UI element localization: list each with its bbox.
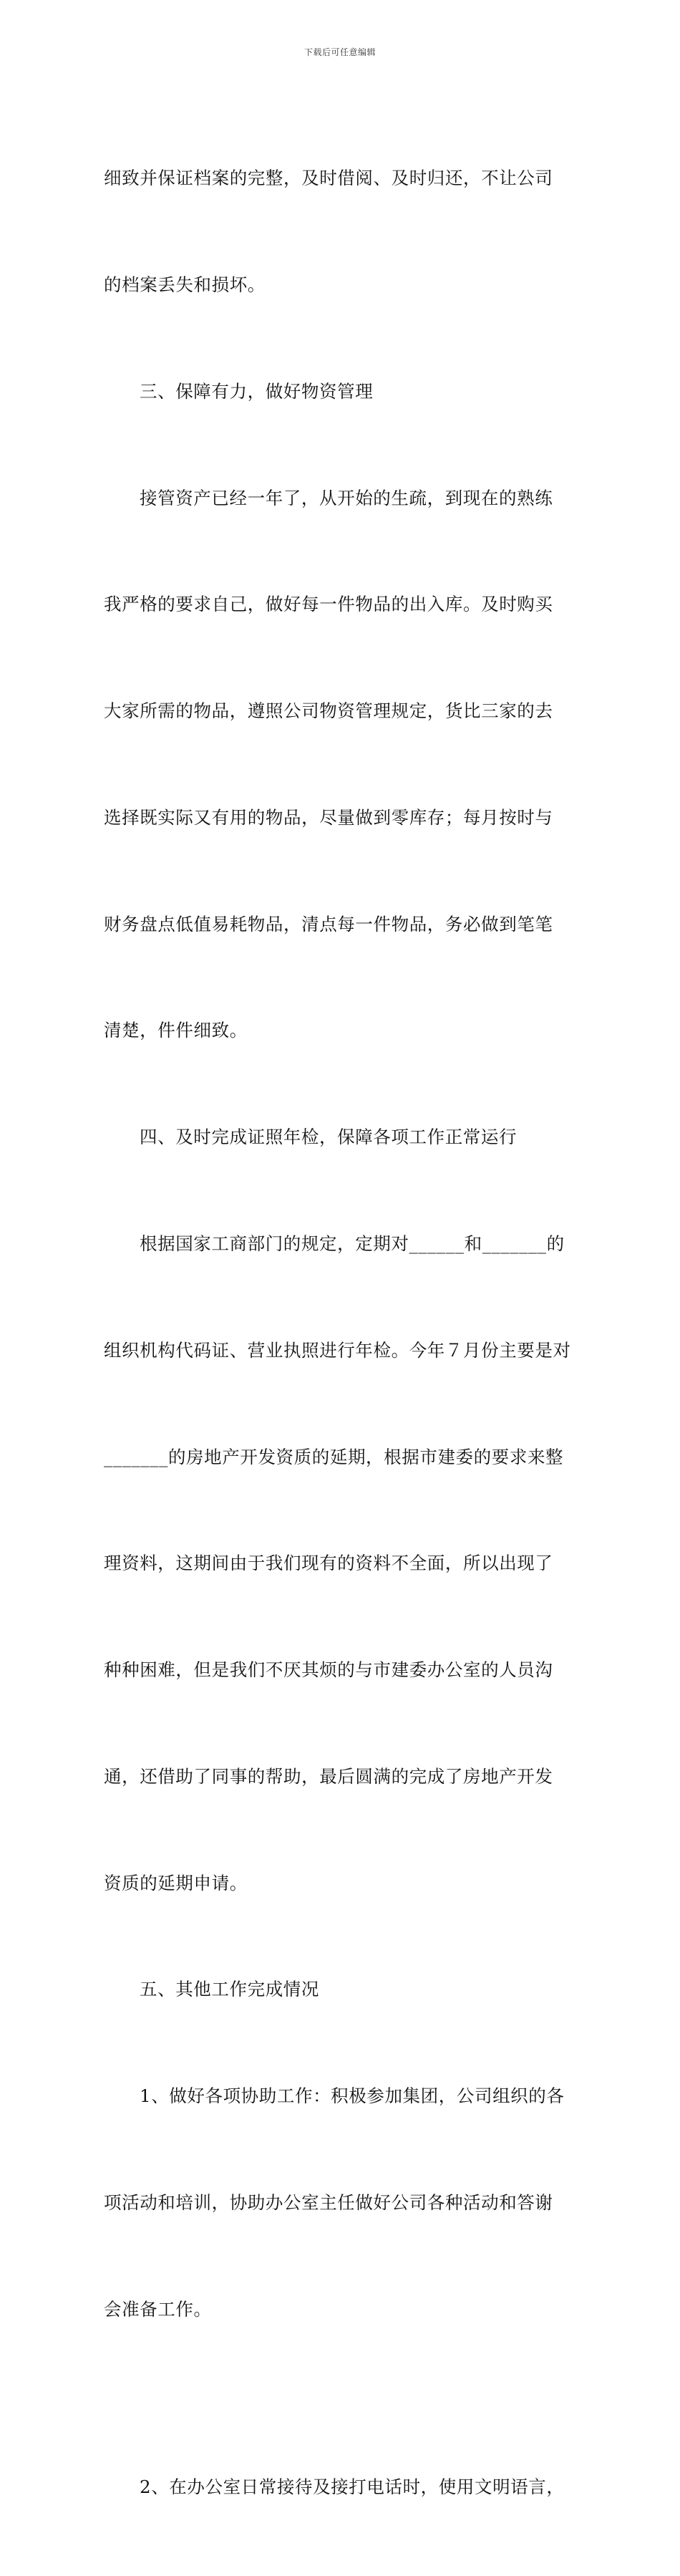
text-line: 大家所需的物品，遵照公司物资管理规定，货比三家的去 <box>104 700 553 722</box>
text-line: 的档案丢失和损坏。 <box>104 274 266 295</box>
text-line: 通，还借助了同事的帮助，最后圆满的完成了房地产开发 <box>104 1765 553 1787</box>
text-line: 根据国家工商部门的规定，定期对______和_______的 <box>140 1233 565 1254</box>
text-line: _______的房地产开发资质的延期，根据市建委的要求来整 <box>104 1446 564 1467</box>
paragraph-assist <box>104 2007 580 2398</box>
text-line: 资质的延期申请。 <box>104 1872 248 1894</box>
text-line: 组织机构代码证、营业执照进行年检。今年７月份主要是对 <box>104 1339 571 1361</box>
text-line: 1、做好各项协助工作：积极参加集团，公司组织的各 <box>140 2085 565 2107</box>
paragraph-license <box>104 1155 580 1972</box>
text-line: 项活动和培训，协助办公室主任做好公司各种活动和答谢 <box>104 2192 553 2214</box>
text-line: 种种困难，但是我们不厌其烦的与市建委办公室的人员沟 <box>104 1659 553 1681</box>
text-line: 接管资产已经一年了，从开始的生疏，到现在的熟练 <box>140 487 553 508</box>
paragraph-reception <box>104 2398 580 2576</box>
paragraph-archive <box>104 90 580 374</box>
text-line: 选择既实际又有用的物品，尽量做到零库存；每月按时与 <box>104 806 553 828</box>
text-line: 会准备工作。 <box>104 2298 212 2320</box>
document-body <box>104 90 580 2576</box>
paragraph-assets <box>104 409 580 1119</box>
page-header: 下载后可任意编辑 <box>303 47 376 57</box>
section-heading-5: 五、其他工作完成情况 <box>140 1979 319 2000</box>
section-heading-4: 四、及时完成证照年检，保障各项工作正常运行 <box>140 1127 518 1148</box>
text-line: 清楚，件件细致。 <box>104 1020 248 1041</box>
text-line: 财务盘点低值易耗物品，清点每一件物品，务必做到笔笔 <box>104 913 553 935</box>
text-line: 我严格的要求自己，做好每一件物品的出入库。及时购买 <box>104 594 553 615</box>
text-line: 细致并保证档案的完整，及时借阅、及时归还，不让公司 <box>104 168 553 189</box>
text-line: 2、在办公室日常接待及接打电话时，使用文明语言， <box>140 2476 565 2497</box>
section-heading-3: 三、保障有力，做好物资管理 <box>140 380 374 402</box>
text-line: 理资料，这期间由于我们现有的资料不全面，所以出现了 <box>104 1553 553 1574</box>
